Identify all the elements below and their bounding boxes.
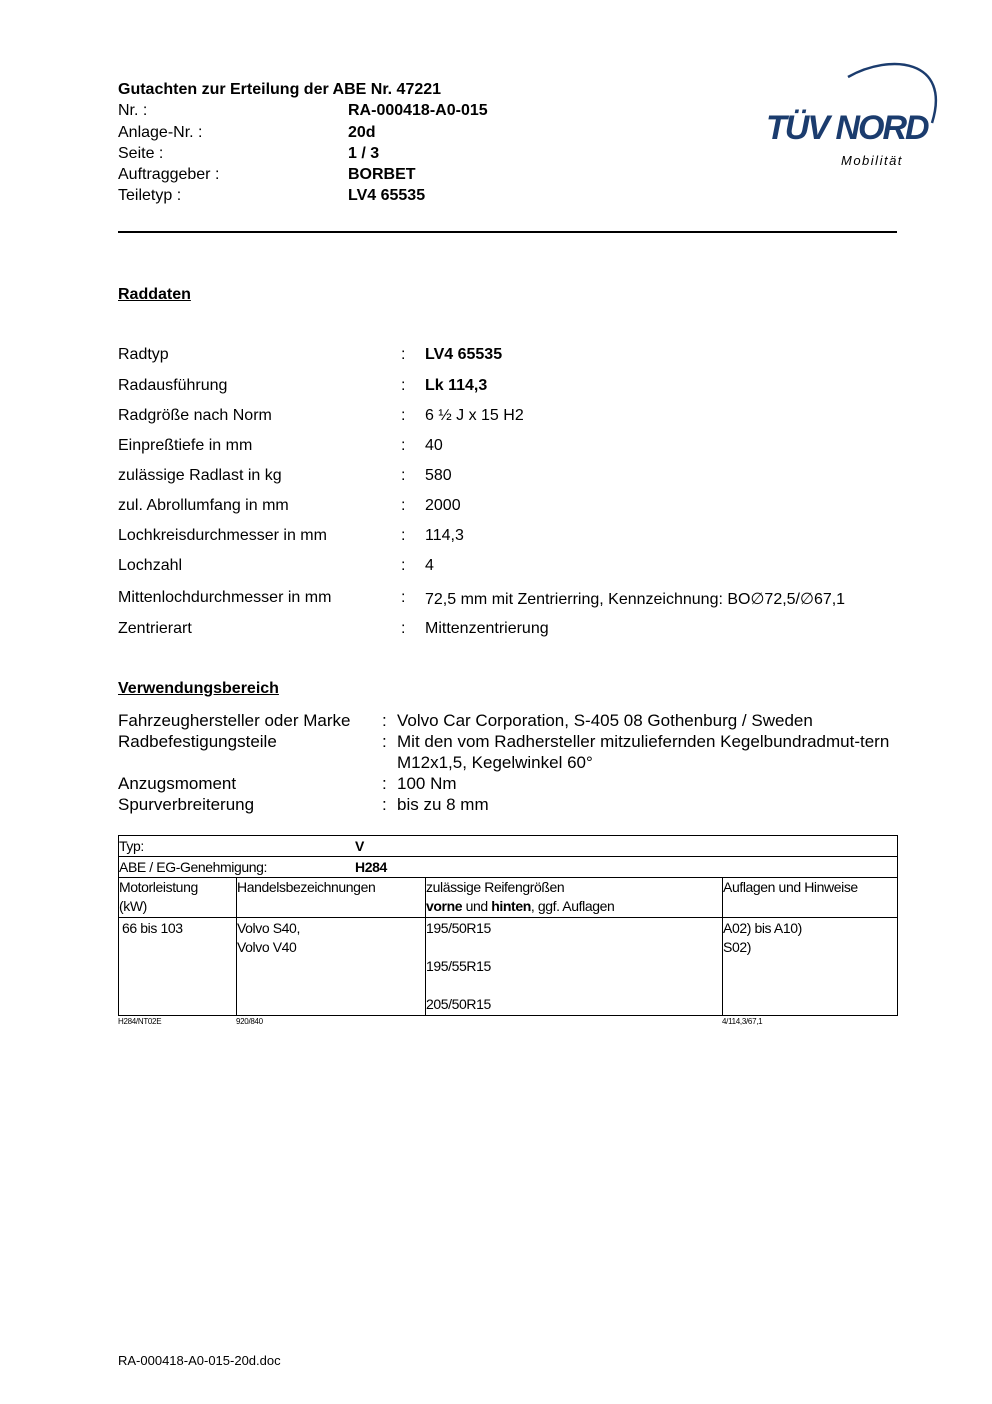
- wheel-row-radgroesse: [118, 407, 918, 429]
- tyres-and-text: und: [462, 898, 492, 914]
- wheel-separator: :: [401, 407, 406, 424]
- approval-table: [118, 835, 898, 1016]
- header-row-seite: [118, 145, 538, 167]
- wheel-separator: :: [401, 437, 406, 454]
- header-row-nr: [118, 102, 538, 124]
- table-footcode-mid: 920/840: [236, 1017, 263, 1026]
- header-value: BORBET: [348, 166, 416, 183]
- cell-note-item: A02) bis A10): [723, 920, 802, 936]
- tyres-rest-text: , ggf. Auflagen: [530, 898, 615, 914]
- header-label: Teiletyp :: [118, 187, 182, 204]
- usage-label: Spurverbreiterung: [118, 795, 255, 814]
- usage-separator: :: [382, 795, 387, 814]
- usage-row-hersteller: [118, 710, 918, 731]
- header-divider: [118, 231, 897, 233]
- cell-names: [237, 919, 300, 957]
- section-heading-verwendungsbereich: Verwendungsbereich: [118, 680, 279, 697]
- wheel-value: 72,5 mm mit Zentrierring, Kennzeichnung: BO∅72,5/∅67,1: [425, 591, 846, 608]
- wheel-separator: :: [401, 557, 406, 574]
- wheel-value: Mittenzentrierung: [425, 620, 549, 637]
- cell-tyre-item: 195/50R15: [426, 920, 491, 936]
- usage-row-spurverbreiterung: [118, 794, 918, 815]
- wheel-label: Radtyp: [118, 346, 169, 363]
- abe-value: H284: [355, 859, 387, 875]
- cell-name-item: Volvo S40,: [237, 920, 300, 936]
- footer-filename: RA-000418-A0-015-20d.doc: [118, 1353, 281, 1368]
- col-header-motor-line1: Motorleistung: [119, 879, 198, 895]
- col-header-tyres-line1: zulässige Reifengrößen: [426, 879, 565, 895]
- section-heading-raddaten: Raddaten: [118, 286, 191, 303]
- cell-note-item: S02): [723, 939, 751, 955]
- header-value: LV4 65535: [348, 187, 426, 204]
- wheel-separator: :: [401, 589, 406, 606]
- wheel-value: 2000: [425, 497, 461, 514]
- wheel-row-radausfuehrung: [118, 377, 918, 399]
- header-value: 1 / 3: [348, 145, 380, 162]
- wheel-separator: :: [401, 377, 406, 394]
- col-header-names: Handelsbezeichnungen: [237, 879, 376, 895]
- header-label: Seite :: [118, 145, 164, 162]
- wheel-separator: :: [401, 620, 406, 637]
- usage-value: bis zu 8 mm: [397, 795, 489, 814]
- usage-separator: :: [382, 711, 387, 730]
- typ-value: V: [355, 838, 364, 854]
- usage-value: 100 Nm: [397, 774, 457, 793]
- wheel-value: 4: [425, 557, 434, 574]
- tyres-rear-label: hinten: [491, 898, 531, 914]
- header-label: Nr. :: [118, 102, 148, 119]
- wheel-value: 6 ½ J x 15 H2: [425, 407, 524, 424]
- usage-value: Mit den vom Radhersteller mitzuliefernden Kegelbundradmut-tern M12x1,5, Kegelwinkel 60°: [397, 732, 890, 772]
- usage-row-radbefestigung: [118, 731, 918, 773]
- wheel-value: 114,3: [425, 527, 464, 544]
- wheel-row-radlast: [118, 467, 918, 489]
- tuv-nord-logo: [760, 55, 945, 170]
- table-footcode-left: H284/NT02E: [118, 1017, 162, 1026]
- wheel-label: Lochkreisdurchmesser in mm: [118, 527, 327, 544]
- col-header-motor: [119, 878, 198, 916]
- col-header-motor-line2: (kW): [119, 898, 147, 914]
- abe-label: ABE / EG-Genehmigung:: [119, 859, 268, 875]
- wheel-separator: :: [401, 346, 406, 363]
- header-value: RA-000418-A0-015: [348, 102, 488, 119]
- wheel-row-lochzahl: [118, 557, 918, 579]
- wheel-label: Radgröße nach Norm: [118, 407, 272, 424]
- usage-label: Anzugsmoment: [118, 774, 237, 793]
- table-rule: [119, 856, 897, 857]
- wheel-label: Mittenlochdurchmesser in mm: [118, 589, 332, 606]
- wheel-label: Zentrierart: [118, 620, 192, 637]
- wheel-row-lochkreis: [118, 527, 918, 549]
- wheel-row-zentrierart: [118, 620, 918, 642]
- cell-tyre-item: 195/55R15: [426, 958, 491, 974]
- wheel-row-einpresstiefe: [118, 437, 918, 459]
- wheel-label: Einpreßtiefe in mm: [118, 437, 253, 454]
- wheel-row-mittenloch: [118, 589, 918, 611]
- usage-value: Volvo Car Corporation, S-405 08 Gothenburg / Sweden: [397, 711, 813, 730]
- col-header-tyres: [426, 878, 614, 916]
- table-footcode-right: 4/114,3/67,1: [722, 1017, 763, 1026]
- header-value: 20d: [348, 124, 376, 141]
- cell-notes: [723, 919, 802, 957]
- usage-row-anzugsmoment: [118, 773, 918, 794]
- typ-label: Typ:: [119, 838, 144, 854]
- wheel-separator: :: [401, 497, 406, 514]
- header-row-anlage: [118, 124, 538, 146]
- wheel-value: 580: [425, 467, 452, 484]
- usage-separator: :: [382, 732, 387, 751]
- document-title: Gutachten zur Erteilung der ABE Nr. 47221: [118, 81, 442, 98]
- wheel-row-radtyp: [118, 346, 918, 368]
- wheel-value: LV4 65535: [425, 346, 503, 363]
- wheel-row-abrollumfang: [118, 497, 918, 519]
- wheel-label: Radausführung: [118, 377, 228, 394]
- usage-label: Fahrzeughersteller oder Marke: [118, 711, 351, 730]
- cell-name-item: Volvo V40: [237, 939, 297, 955]
- header-row-teiletyp: [118, 187, 538, 209]
- wheel-label: zulässige Radlast in kg: [118, 467, 282, 484]
- wheel-value: 40: [425, 437, 443, 454]
- wheel-label: Lochzahl: [118, 557, 183, 574]
- logo-sub-text: Mobilität: [841, 153, 903, 168]
- cell-tyre-item: 205/50R15: [426, 996, 491, 1012]
- wheel-separator: :: [401, 527, 406, 544]
- wheel-label: zul. Abrollumfang in mm: [118, 497, 289, 514]
- header-label: Anlage-Nr. :: [118, 124, 203, 141]
- wheel-separator: :: [401, 467, 406, 484]
- header-row-auftraggeber: [118, 166, 538, 188]
- wheel-value: Lk 114,3: [425, 377, 488, 394]
- logo-brand-text: TÜV NORD: [766, 109, 928, 147]
- col-header-tyres-line2: [426, 897, 614, 916]
- col-header-notes: Auflagen und Hinweise: [723, 879, 858, 895]
- cell-power: 66 bis 103: [122, 920, 183, 936]
- usage-label: Radbefestigungsteile: [118, 732, 277, 751]
- header-label: Auftraggeber :: [118, 166, 220, 183]
- tyres-front-label: vorne: [426, 898, 463, 914]
- usage-separator: :: [382, 774, 387, 793]
